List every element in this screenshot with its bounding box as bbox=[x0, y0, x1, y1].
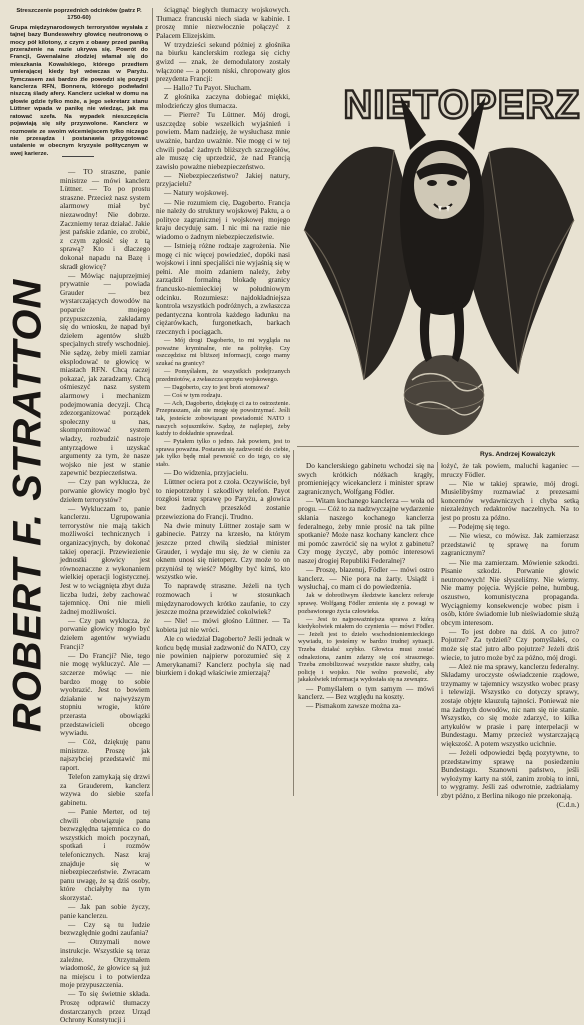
paragraph: Z głośnika zaczyna dobiegać miękki, młodzieńczy głos tłumacza. bbox=[156, 92, 290, 111]
paragraph: — To się świetnie składa. Proszę odprawić tłumaczy dostarczanych przez Urząd Ochrony Konstytucji i bbox=[60, 989, 150, 1025]
paragraph: — Coś w tym rodzaju. bbox=[164, 391, 223, 399]
illustration-headline: NIETOPERZ bbox=[343, 83, 581, 127]
paragraph: — Natury wojskowej. bbox=[164, 188, 229, 198]
paragraph: Jak w dobrotliwym śledztwie kanclerz referuje sprawę. Wolfgang Födler zmienia się z powagi w pozbawionego życia człowieka. bbox=[298, 592, 434, 615]
paragraph: Telefon zamykają się drzwi za Grauderem, kanclerz wzywa do siebie szefa gabinetu. bbox=[60, 772, 150, 807]
episode-summary bbox=[10, 8, 148, 157]
illustration-credit: Rys. Andrzej Kowalczyk bbox=[480, 451, 556, 458]
paragraph: — Czy pan wyklucza, że porwanie głowicy mogło być dziełem agentów wywiadu Francji? bbox=[60, 615, 150, 651]
paragraph: — Cóż, dziękuję panu ministrze. Proszę jak najszybciej przedstawić mi raport. bbox=[60, 737, 150, 772]
summary-divider bbox=[62, 156, 94, 157]
paragraph: — Nie rozumiem cię, Dagoberto. Francja nie należy do struktury wojskowej Paktu, a o polityce zagranicznej i wojskowej mojego kraju decyduję sam. I nic mi na razie nie wiadomo o żadnym niebezpieczeństwie. bbox=[156, 197, 290, 241]
paragraph: — Ależ nie ma sprawy, kanclerzu federalny. Składamy uroczyste oświadczenie rządowe, trzymamy w tajemnicy wszystko wobec prasy i telewizji. Wszystko co dotyczy sprawy, zostaje objęte klauzulą tajności. Ponieważ nie ma żadnych dowodów, nic nam się nie stanie. Wszystko, co się może zdarzyć, to kilka artykułów w prasie i parę interpelacji w Bundestagu. Mamy przecież wystarczającą większość. A potem wszystko ucichnie. bbox=[441, 661, 579, 748]
paragraph: — Podejmę się tego. bbox=[449, 522, 510, 532]
paragraph: ściągnąć biegłych tłumaczy wojskowych. Tłumacz francuski niech siada w kabinie. I proszę mnie niezwłocznie połączyć z Pałacem Elizejskim. bbox=[156, 5, 290, 40]
paragraph: (C.d.n.) bbox=[556, 800, 579, 810]
column-rule bbox=[152, 8, 153, 796]
illustration-divider bbox=[297, 446, 579, 447]
paragraph: — Dagoberto, czy to jest broń atomowa? bbox=[164, 383, 270, 391]
paragraph: — Wykluczam to, panie kanclerzu. Ugrupowania terrorystów nie mają takich możliwości technicznych i organizacyjnych, by dokonać takiej operacji. Przewiezienie jednostki głowicy jest równoznaczne z wykonaniem wielkiej operacji logistycznej. Jest w to wciągnięta zbyt duża liczba ludzi, żeby zachować tajemnicę. Oni nie mieli żadnej możliwości. bbox=[60, 503, 150, 616]
summary-text: Grupa międzynarodowych terrorystów wysłała z tajnej bazy Bundeswehry głowicę neutronową o mocy pół kilotony, z czym z obawy przed paniką przerażenie na razie ukrywa się. Powrót do Francji, Gwenalaine złodziej włamał się do mieszkania Kowalskiego, którego przedtem umierającej kiedy był wówczas w Paryżu. Tymczasem zaś bardzo źle powodzi się pozycji kanclerza RFN, Bonnera, którego podwładni niszczą ślady afery. Kanclerz uciekał w domu na głowie gdzie tylko może, a jego sekretarz stanu Lüttner wpada w panikę nie wiedząc, jak ma ratować szefa. Na wypadek nieszczęścia pojawiają się siły przyzwolone. Kanclerz w rozmowie ze swoim wicemiejscem tylko niczego nie przesądza i postanawia przygotować ustalenie w obecnym kryzysie politycznym w swej karierze. bbox=[10, 24, 148, 157]
paragraph: — Pytałem tylko o jedno. Jak powiem, jest to sprawa poważna. Postaram się zadzwonić do ciebie, jak tylko będę miał pewność co do tego, co się stało. bbox=[156, 438, 290, 469]
paragraph: — Ach, Dagoberto, dziękuję ci za to ostrzeżenie. Przepraszam, ale nie mogę się powstrzymać. Jeśli tak, jesteście zobowiązani powiadomić NATO i naszych sojuszników. Sądzę, że najlepiej, żeby każdy to dokładnie sprawdzał. bbox=[156, 399, 290, 438]
column-1 bbox=[60, 167, 150, 1025]
paragraph: — Hallo? Tu Payot. Słucham. bbox=[164, 83, 252, 93]
summary-header: Streszczenie poprzednich odcinków (patrz P. 1750-60) bbox=[16, 8, 142, 22]
bat-illustration bbox=[294, 0, 584, 440]
paragraph: Ale co wiedział Dagoberto? Jeśli jednak w końcu będę musiał zadzwonić do NATO, czy nie powinien najpierw porozumieć się z Amerykanami? Kanclerz pochyla się nad biurkiem i dokąd właściwie zmierzają? bbox=[156, 633, 290, 678]
paragraph: — Niebezpieczeństwo? Jakiej natury, przyjacielu? bbox=[156, 170, 290, 189]
paragraph: — Otrzymali nowe instrukcje. Wszystkie są teraz zależne. Otrzymałem wiadomość, że głowice są już na miejscu i to potwierdza moje przypuszczenia. bbox=[60, 937, 150, 990]
paragraph: — Do Francji? Nie, tego nie mogę wykluczyć. Ale — szczerze mówiąc — nie bardzo mogę to sobie wyobrazić. Jest to bowiem działanie w najwyższym stopniu wrogie, które przerasta obowiązki przedstawicieli obcego wywiadu. bbox=[60, 650, 150, 738]
paragraph: — Pierre? Tu Lüttner. Mój drogi, uszczędzę sobie wszelkich wyjaśnień i powiem. Mam nadzieję, że wysłuchasz mnie uważnie, bardzo uważnie. Nie mogę ci w tej chwili podać żadnych bliższych szczegółów, ale muszę cię uprzedzić, że nad Francją zawisło poważne niebezpieczeństwo. bbox=[156, 110, 290, 171]
paragraph: Lüttner ociera pot z czoła. Oczywiście, był to niepotrzebny i szkodliwy telefon. Payot rozgłosi teraz sprawę po Paryżu, a głowica bez żadnych przeszkód zostanie przewieziona do Francji. Trudno. bbox=[156, 477, 290, 521]
paragraph: — Mówiąc najuprzejmiej prywatnie — powiada Grauder — bez wystarczających dowodów na poparcie mojego przypuszczenia, zakładamy się do wniosku, że napad był dziełem agentów służb specjalnych strefy wschodniej. Nie sądzę, żeby mieli zamiar eksplodować te głowicę w miastach RFN. Chcą raczej pokazać, jak zaradzamy. Chcą ośmieszyć nasz system alarmowy i mechanizm podejmowania decyzji. Chcą zdezorganizować porządek społeczny u nas, skompromitować system władzy, rozbudzić nastroje antyrządowe i uzyskać argumenty za tym, że nasze wojsko nie jest w stanie zapewnić bezpieczeństwa. bbox=[60, 270, 150, 478]
paragraph: — Jest to najpoważniejsza sprawa z którą kiedykolwiek miałem do czynienia — mówi Födler. — Jeżeli jest to dzieło wschodnioniemieckiego wywiadu, to jesteśmy w bardzo trudnej sytuacji. Trzeba działać szybko. Głowica musi zostać odnaleziona, zanim zdarzy się coś strasznego. Trzeba zmobilizować wszystkie nasze służby, całą policję i wojsko. Nie wolno pozwolić, aby jakakolwiek informacja wydostała się na zewnątrz. bbox=[298, 615, 434, 684]
paragraph: Do kanclerskiego gabinetu wchodzi się na swych krótkich nóżkach krągły, promieniejący wicekanclerz i minister spraw zagranicznych, Wolfgang Födler. bbox=[298, 461, 434, 496]
column-3 bbox=[298, 462, 434, 796]
paragraph: — To jest dobre na dziś. A co jutro? Pojutrze? Za tydzień? Czy pomyślałeś, co może się stać jutro albo pojutrze? Jeżeli dziś wiecie, to jutro może być za późno, mój drogi. bbox=[441, 626, 579, 662]
paragraph: — Mój drogi Dagoberto, to mi wygląda na poważne kryminalne, nie na politykę. Czy oszczędzisz mi bliższej informacji, czego mamy szukać na granicy? bbox=[156, 337, 290, 367]
paragraph: — Jeżeli odpowiedzi będą pozytywne, to przedstawimy sprawę na posiedzeniu Bundestagu. Szanowni państwo, jeśli wyłożymy karty na stół, zanim zrobią to inni, to wygramy. Jeśli zaś odwrotnie, zadziałamy zbyt późno, z Berlina nikogo nie przekonają. bbox=[441, 748, 579, 801]
column-rule bbox=[293, 450, 294, 796]
paragraph: łożyć, że tak powiem, maluchi kaganiec — mruczy Födler. bbox=[441, 461, 579, 479]
paragraph: To naprawdę straszne. Jeżeli na tych rozmowach i w stosunkach międzynarodowych krótko zaufanie, to czy jeszcze można przewidzieć cokolwiek? bbox=[156, 581, 290, 617]
paragraph: — Nie wiesz, co mówisz. Jak zamierzasz przedstawić tę sprawę na forum zagranicznym? bbox=[441, 531, 579, 558]
paragraph: — Jak pan sobie życzy, panie kanclerzu. bbox=[60, 901, 150, 920]
paragraph: — Proszę, błazenuj, Födler — mówi ostro kanclerz. — Nie pora na żarty. Usiądź i wysłuchaj, co mam ci do powiedzenia. bbox=[298, 565, 434, 592]
paragraph: W trzydzieści sekund później z głośnika na biurku kanclerskim rozlega się cichy gwizd — znak, że demodulatory zostały włączone — a potem niski, chropowaty głos prezydenta Francji: bbox=[156, 39, 290, 84]
paragraph: — Nie ma zamierzam. Mówienie szkodzi. Pisanie szkodzi. Porwanie głowic neutronowych! Nie słyszeliśmy. Nie wiemy. Nie mamy pojęcia. Wyjście pełne, humbug, oszustwo, komunistyczna propaganda. Wyciągniemy konsekwencje wobec pism i osób, które świadomie lub nieświadomie służą obcym interesom. bbox=[441, 557, 579, 627]
paragraph: — Pomyślałem o tym samym — mówi kanclerz. — Bez względu na koszty. bbox=[298, 683, 434, 702]
paragraph: — TO straszne, panie ministrze — mówi kanclerz Lüttner. — To po prostu straszne. Przecież nasz system alarmowy miał być niezawodny! Nie dobrze. Zaczniemy teraz działać. Jakie jest pańskie zdanie, co zrobić, z czym zgłosić się z tą sprawą? Kto i dlaczego dokonał napadu na Bazę i skradł głowicę? bbox=[60, 167, 150, 271]
paragraph: — Nie! — mówi głośno Lüttner. — Ta kobieta już nie wróci. bbox=[156, 616, 290, 634]
paragraph: — Czy są tu ludzie bezwzględnie godni zaufania? bbox=[60, 919, 150, 938]
author-name: ROBERT F. STRATTON bbox=[5, 278, 50, 732]
column-rule bbox=[437, 462, 438, 796]
column-4 bbox=[441, 461, 579, 810]
paragraph: — Witam kochanego kanclerza — woła od progu. — Cóż to za nadzwyczajne wydarzenie skłania naszego kochanego kanclerza federalnego, żeby mnie prosić na tak pilne spotkanie? Może nasz kochany kanclerz chce mi pomóc zawrócić się na wylot z gabinetu? Czy mogę życzyć, aby pomóc interesowi naszej drogiej Republiki Federalnej? bbox=[298, 495, 434, 566]
paragraph: — Do widzenia, przyjacielu. bbox=[164, 468, 249, 478]
paragraph: — Panie Merter, od tej chwili obowiązuje pana bezwzględna tajemnica co do wszystkich moich poczynań, spotkań i rozmów telefonicznych. Nasz kraj znajduje się w niebezpieczeństwie. Zwracam panu uwagę, że są dziś osoby, które chciałyby na tym skorzystać. bbox=[60, 806, 150, 902]
paragraph: — Czy pan wyklucza, że porwanie głowicy mogło być dziełem terrorystów? bbox=[60, 477, 150, 504]
paragraph: Na dwie minuty Lüttner zostaje sam w gabinecie. Patrzy na krzesło, na którym jeszcze przed chwilą siedział minister Grauder, i wydaje mu się, że w cieniu za oknem unosi się nietoperz. Czy może to on przyniósł tę wieść? Mógłby być kimś, kto wszystko wie. bbox=[156, 520, 290, 582]
author-vertical-title bbox=[5, 278, 50, 732]
column-2 bbox=[156, 6, 290, 796]
paragraph: — Pomyślałem, że wszystkich podejrzanych przedmiotów, a zwłaszcza sprzętu wojskowego. bbox=[156, 367, 290, 383]
paragraph: — Istnieją różne rodzaje zagrożenia. Nie mogę ci nic więcej powiedzieć, dopóki nasi wojskowi i inni specjaliści nie wyjaśnią się w pełni. Ale moim zdaniem należy, żeby zarządził formalną blokadę granicy francusko-niemieckiej w południowym odcinku. Rozumiesz: najdokładniejsza kontrola wszystkich podróżnych, a zwłaszcza pedantyczna kontrola każdego ładunku na ciężarówkach, furgonetkach, barkach rzecznych i pociągach. bbox=[156, 241, 290, 336]
paragraph: — Pismakom zawsze można za- bbox=[306, 701, 401, 711]
paragraph: — Nie w takiej sprawie, mój drogi. Musielibyśmy rozmawiać z prezesami koncernów wydawniczych i chyba setką niezależnych redaktorów naczelnych. Na to jest po prostu za późno. bbox=[441, 478, 579, 523]
